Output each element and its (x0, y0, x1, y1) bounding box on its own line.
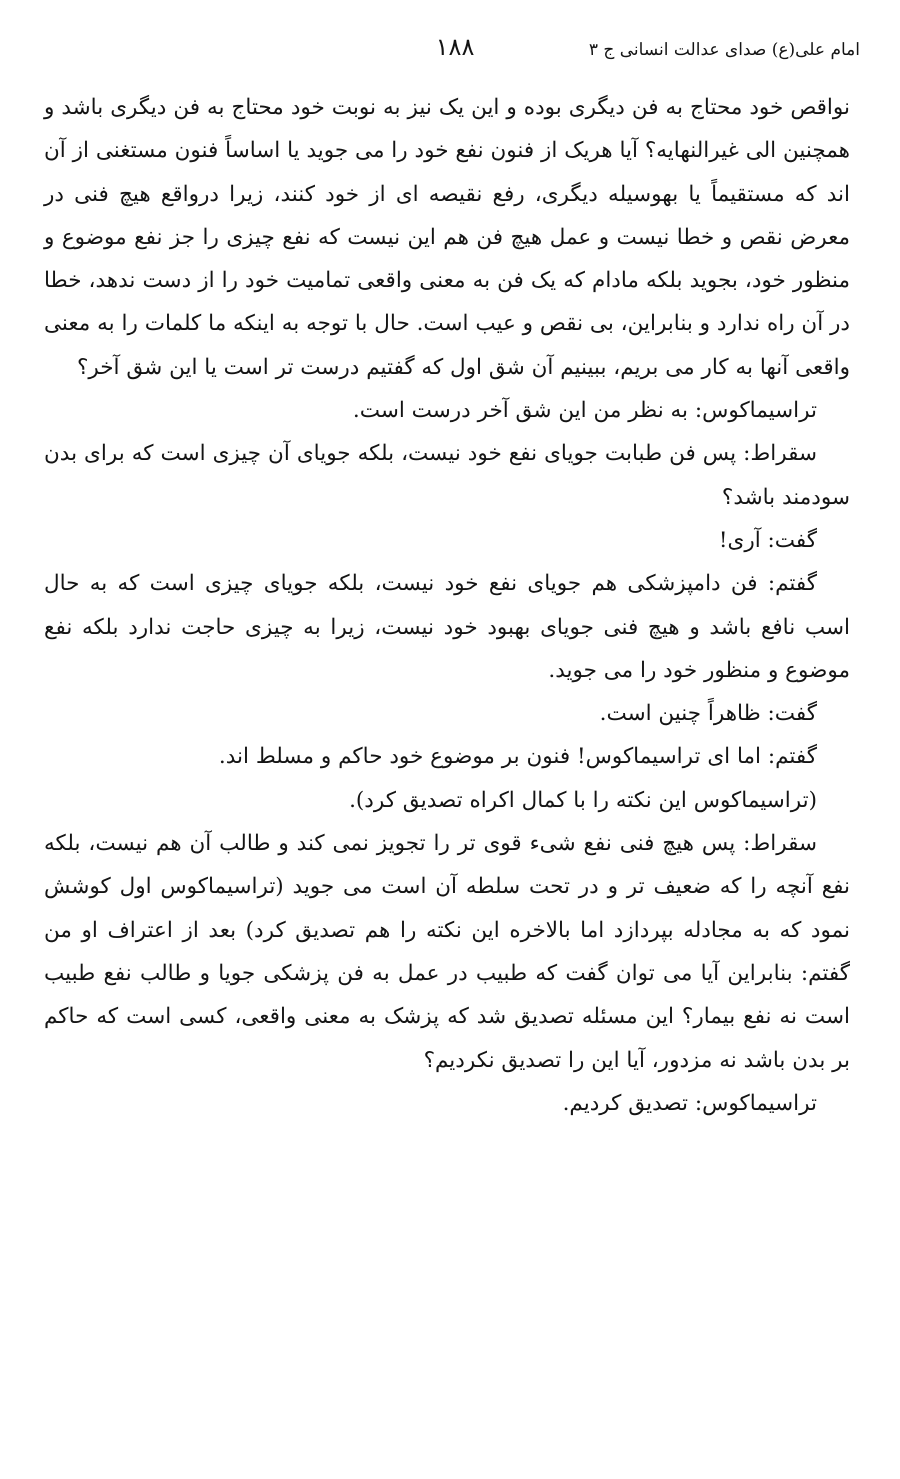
paragraph-seems-so: گفت: ظاهراً چنین است. (599, 701, 817, 727)
paragraph-yes: گفت: آری! (718, 527, 817, 553)
paragraph-socrates-medicine: سقراط: پس فن طبابت جویای نفع خود نیست، بلکه جویای آن چیزی است که برای بدن سودمند باشد؟ (44, 441, 850, 510)
paragraph-continuation: نواقص خود محتاج به فن دیگری بوده و این یک نیز به نوبت خود محتاج به فن دیگری باشد و همچنین الی غیرالنهایه؟ آیا هریک از فنون نفع خود را می جوید یا اساساً فنون مستغنی از آن اند که مستقیماً یا بهوسیله دیگری، رفع نقیصه ای از خود کنند، زیرا درواقع هیچ فنی در معرض نقص و خطا نیست و عمل هیچ فن هم این نیست که نفع چیزی را جز نفع موضوع و منظور خود، بجوید بلکه مادام که یک فن به معنی واقعی تمامیت خود را از دست ندهد، خطا در آن راه ندارد و بنابراین، بی نقص و عیب است. حال با توجه به اینکه ما کلمات را به معنی واقعی آنها به کار می بریم، ببینیم آن شق اول که گفتیم درست تر است یا این شق آخر؟ (44, 95, 850, 380)
paragraph-thrasymachus-reply: تراسیماکوس: به نظر من این شق آخر درست است. (352, 398, 817, 424)
paragraph-socrates-no-art: سقراط: پس هیچ فنی نفع شیء قوی تر را تجویز نمی کند و طالب آن هم نیست، بلکه نفع آنچه را که ضعیف تر و در تحت سلطه آن است می جوید (تراسیماکوس اول کوشش نمود که به مجادله بپردازد اما بالاخره این نکته را هم تصدیق کرد) بعد از اعتراف او من گفتم: بنابراین آیا می توان گفت که طبیب در عمل به فن پزشکی جویا و طالب نفع طبیب است نه نفع بیمار؟ این مسئله تصدیق شد که پزشک به معنی واقعی، کسی است که حاکم بر بدن باشد نه مزدور، آیا این را تصدیق نکردیم؟ (44, 831, 850, 1073)
page-number: ۱۸۸ (435, 33, 475, 61)
paragraph-reluctant-assent: (تراسیماکوس این نکته را با کمال اکراه تصدیق کرد). (349, 787, 817, 813)
paragraph-arts-rule: گفتم: اما ای تراسیماکوس! فنون بر موضوع خود حاکم و مسلط اند. (218, 744, 817, 770)
paragraph-veterinary: گفتم: فن دامپزشکی هم جویای نفع خود نیست، بلکه جویای چیزی است که به حال اسب نافع باشد و هیچ فنی جویای بهبود خود نیست، زیرا به چیزی حاجت ندارد بلکه نفع موضوع و منظور خود را می جوید. (44, 571, 850, 683)
body-text (44, 86, 850, 1125)
running-title: امام علی(ع) صدای عدالت انسانی ج ۳ (588, 40, 860, 60)
paragraph-we-agreed: تراسیماکوس: تصدیق کردیم. (562, 1090, 817, 1116)
